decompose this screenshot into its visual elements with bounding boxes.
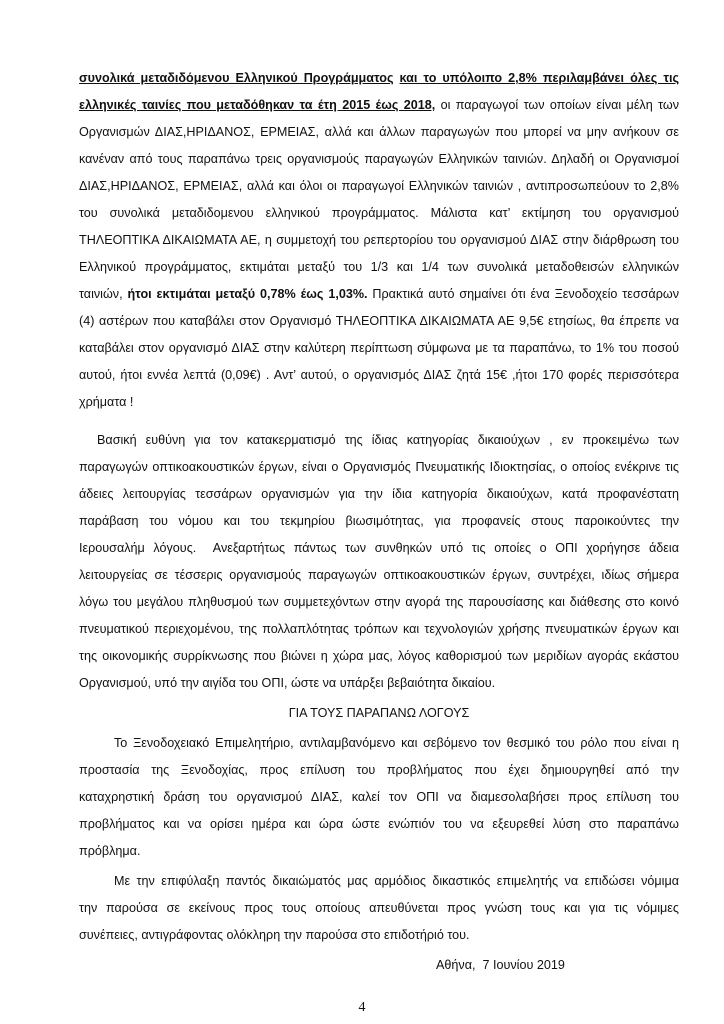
paragraph-1-line-3: Οργανισμών ΔΙΑΣ,ΗΡΙΔΑΝΟΣ, ΕΡΜΕΙΑΣ, αλλά και άλλων παραγωγών που μπορεί να μην ανήκουν σε: [79, 125, 679, 139]
underlined-bold-text: συνολικά μεταδιδόμενου Ελληνικού Προγράμματος: [79, 71, 394, 85]
paragraph-1-line-1: [79, 70, 679, 86]
page-number: 4: [358, 1000, 366, 1015]
date-line: Αθήνα, 7 Ιουνίου 2019: [436, 958, 565, 972]
paragraph-3-line-5: πρόβλημα.: [79, 844, 141, 858]
paragraph-1-line-7: ΤΗΛΕΟΠΤΙΚΑ ΔΙΚΑΙΩΜΑΤΑ ΑΕ, η συμμετοχή του ρεπερτορίου του οργανισμού ΔΙΑΣ στην διάρθρωση του: [79, 233, 679, 247]
paragraph-2-line-2: παραγωγών οπτικοακουστικών έργων, είναι ο Οργανισμός Πνευματικής Ιδιοκτησίας, ο οποίος ενέκρινε τις: [79, 460, 679, 474]
paragraph-4-line-3: συνέπειες, αντιγράφοντας ολόκληρη την παρούσα στο επιδοτήριό του.: [79, 928, 470, 942]
paragraph-2-line-10: Οργανισμού, υπό την αιγίδα του ΟΠΙ, ώστε να υπάρξει βεβαιότητα δικαίου.: [79, 676, 496, 690]
paragraph-3-line-3: καταχρηστική δράση του οργανισμού ΔΙΑΣ, καλεί τον ΟΠΙ να διαμεσολαβήσει προς επίλυση του: [79, 790, 679, 804]
paragraph-2-line-7: λόγω του μεγάλου πληθυσμού των συμμετεχόντων στην αγορά της παρουσίασης και διάθεσης στο κοινό: [79, 595, 679, 609]
bold-text: ήτοι εκτιμάται μεταξύ 0,78% έως 1,03%.: [127, 287, 368, 301]
paragraph-2-line-6: λειτουργείας σε τέσσερις οργανισμούς παραγωγών οπτικοακουστικών έργων, συντρέχει, ιδίως σήμερα: [79, 568, 679, 582]
paragraph-3-line-1: Το Ξενοδοχειακό Επιμελητήριο, αντιλαμβανόμενο και σεβόμενο τον θεσμικό του ρόλο που είναι η: [114, 736, 679, 750]
paragraph-1-line-6: του συνολικά μεταδιδομενου ελληνικού προγράμματος. Μάλιστα κατ’ εκτίμηση του οργανισμού: [79, 206, 679, 220]
paragraph-2-line-3: άδειες λειτουργίας τεσσάρων οργανισμών για την ίδια κατηγορία δικαιούχων, κατά προφανέστατη: [79, 487, 679, 501]
paragraph-1-line-9: ταινιών, ήτοι εκτιμάται μεταξύ 0,78% έως 1,03%. Πρακτικά αυτό σημαίνει ότι ένα Ξενοδοχείο τεσσάρων: [79, 287, 679, 301]
paragraph-1-line-12: αυτού, ήτοι εννέα λεπτά (0,09€) . Αντ’ αυτού, ο οργανισμός ΔΙΑΣ ζητά 15€ ,ήτοι 170 φορές περισσότερα: [79, 368, 679, 382]
paragraph-3-line-2: προστασία της Ξενοδοχίας, προς επίλυση του προβλήματος που έχει δημιουργηθεί από την: [79, 763, 679, 777]
paragraph-2-line-5: Ιερουσαλήμ λόγους. Ανεξαρτήτως πάντως των συνθηκών υπό τις οποίες ο ΟΠΙ χορήγησε άδεια: [79, 541, 679, 555]
paragraph-2-line-1: Βασική ευθύνη για τον κατακερματισμό της ίδιας κατηγορίας δικαιούχων , εν προκειμένω των: [79, 433, 679, 447]
paragraph-3-line-4: προβλήματος και να ορίσει ημέρα και ώρα ώστε ενώπιόν του να εξευρεθεί λύση στο παραπάνω: [79, 817, 679, 831]
paragraph-2-line-4: παράβαση του νόμου και του τεκμηρίου βιωσιμότητας, για προφανείς στους παροικούντες την: [79, 514, 679, 528]
paragraph-1-line-5: ΔΙΑΣ,ΗΡΙΔΑΝΟΣ, ΕΡΜΕΙΑΣ, αλλά και όλοι οι παραγωγοί Ελληνικών ταινιών , αντιπροσωπεύουν το 2,8%: [79, 179, 679, 193]
paragraph-4-line-1: Με την επιφύλαξη παντός δικαιώματός μας αρμόδιος δικαστικός επιμελητής να επιδώσει νόμιμα: [114, 874, 679, 888]
paragraph-2-line-8: πνευματικού περιεχομένου, της πολλαπλότητας τρόπων και τεχνολογιών χρήσης πνευματικών έργων και: [79, 622, 679, 636]
paragraph-2-line-9: της οικονομικής συρρίκνωσης που βιώνει η χώρα μας, λόγος καθορισμού των μεριδίων αγοράς εκάστου: [79, 649, 679, 663]
paragraph-1-line-13: χρήματα !: [79, 395, 134, 409]
paragraph-1-line-10: (4) αστέρων που καταβάλει στον Οργανισμό ΤΗΛΕΟΠΤΙΚΑ ΔΙΚΑΙΩΜΑΤΑ ΑΕ 9,5€ ετησίως, θα έπρεπε να: [79, 314, 679, 328]
paragraph-1-line-4: κανέναν από τους παραπάνω τρεις οργανισμούς παραγωγών Ελληνικών ταινιών. Δηλαδή οι Οργανισμοί: [79, 152, 679, 166]
paragraph-1-line-2: ελληνικές ταινίες που μεταδόθηκαν τα έτη 2015 έως 2018, οι παραγωγοί των οποίων είναι μέλη των: [79, 98, 679, 112]
paragraph-4-line-2: την παρούσα σε εκείνους προς τους οποίους απευθύνεται προς γνώση τους και για τις νόμιμες: [79, 901, 679, 915]
paragraph-1-line-11: καταβάλει στον οργανισμό ΔΙΑΣ στην καλύτερη περίπτωση σύμφωνα με τα παραπάνω, το 1% του ποσού: [79, 341, 679, 355]
paragraph-1-line-8: Ελληνικού προγράμματος, εκτιμάται μεταξύ του 1/3 και 1/4 των συνολικά μεταδοθεισών ελληνικών: [79, 260, 679, 274]
underlined-bold-text: ελληνικές ταινίες που μεταδόθηκαν τα έτη 2015 έως 2018,: [79, 98, 436, 112]
underlined-bold-text: και το υπόλοιπο 2,8% περιλαμβάνει όλες τις: [399, 71, 679, 85]
section-heading: ΓΙΑ ΤΟΥΣ ΠΑΡΑΠΑΝΩ ΛΟΓΟΥΣ: [288, 706, 470, 720]
